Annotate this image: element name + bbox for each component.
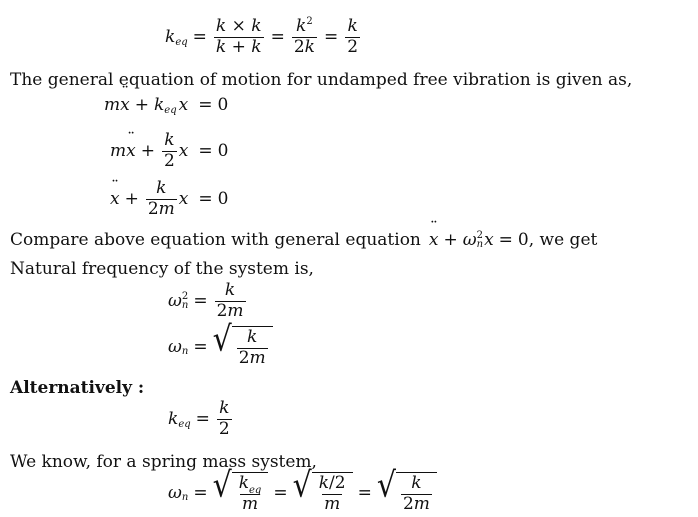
equation-of-motion-1: m ¨ x + k eq x = 0 [104, 95, 228, 115]
we-know-text: We know, for a spring mass system, [10, 452, 317, 472]
equation-of-motion-3: ¨ x + $\frac{k}{2m}$ x = 0 [110, 180, 228, 219]
compare-prefix: Compare above equation with general equation [10, 230, 421, 250]
omega-squared-equation: ω 2 n = $\frac{k}{2m}$ [168, 280, 244, 321]
alternatively-heading: Alternatively : [10, 378, 145, 398]
compare-line: Compare above equation with general equation ¨ x + ω 2 n x = 0 , we get [10, 230, 597, 250]
equation-of-motion-2: m ¨ x + $\frac{k}{2}$ x = 0 [110, 132, 228, 171]
keq-series-equation: k eq = $\frac{k \times k}{k + k}$ = $\frac{k^2}{2k}$ = $\frac{k}{2}$ [165, 16, 359, 57]
general-equation-text: The general equation of motion for undamped free vibration is given as, [10, 70, 633, 90]
natural-frequency-text: Natural frequency of the system is, [10, 259, 314, 279]
compare-suffix: , we get [528, 230, 598, 250]
omega-equation: ω n = √ $\frac{k}{2m}$ [168, 326, 273, 368]
keq-equation: k eq = $\frac{k}{2}$ [168, 398, 230, 439]
omega-final-equation: ω n = √ $\frac{k_{eq}}{m}$ = √ $\frac{k/2}{m}$ = √ $\frac{k}{2m}$ [168, 472, 437, 514]
